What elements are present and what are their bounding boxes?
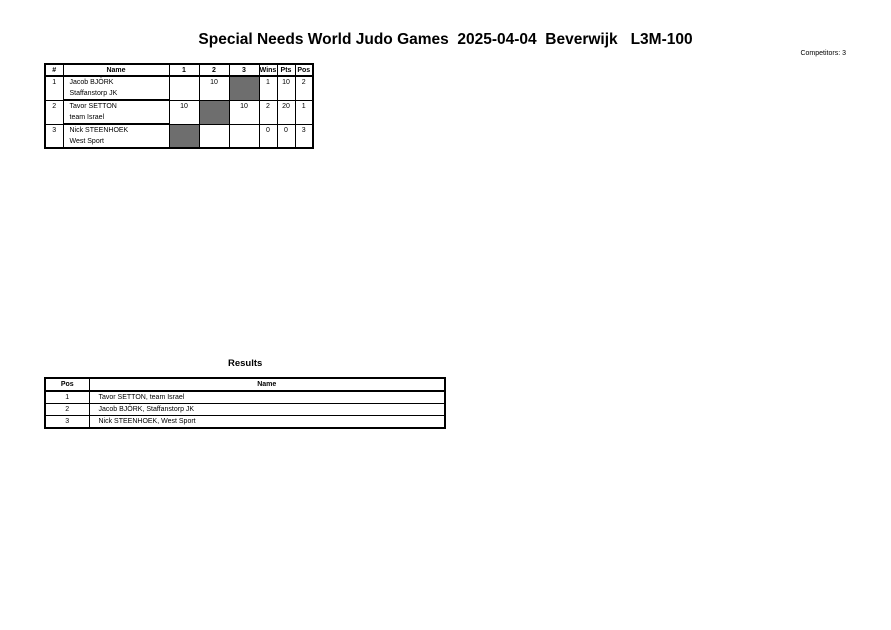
competitor-name: Jacob BJÖRK <box>63 76 169 88</box>
score-cell <box>229 124 259 148</box>
col-header-name: Name <box>63 64 169 76</box>
results-table <box>44 377 446 429</box>
competitor-club: Staffanstorp JK <box>63 88 169 100</box>
score-cell <box>169 76 199 100</box>
col-header-2: 2 <box>199 64 229 76</box>
page-title: Special Needs World Judo Games 2025-04-04 Beverwijk L3M-100 <box>198 31 693 48</box>
results-header-row <box>45 378 445 391</box>
points-cell: 0 <box>277 124 295 148</box>
competitor-number: 2 <box>45 100 63 124</box>
wins-cell: 1 <box>259 76 277 100</box>
table-row <box>45 76 313 88</box>
pool-header-row <box>45 64 313 76</box>
result-position: 3 <box>45 416 89 429</box>
points-cell: 20 <box>277 100 295 124</box>
result-name: Jacob BJÖRK, Staffanstorp JK <box>89 404 445 416</box>
table-row <box>45 124 313 136</box>
col-header-name: Name <box>89 378 445 391</box>
competitor-name: Tavor SETTON <box>63 100 169 112</box>
result-name: Tavor SETTON, team Israel <box>89 391 445 404</box>
position-cell: 3 <box>295 124 313 148</box>
result-position: 2 <box>45 404 89 416</box>
competitor-number: 1 <box>45 76 63 100</box>
competitor-club: West Sport <box>63 136 169 148</box>
col-header-number: # <box>45 64 63 76</box>
wins-cell: 0 <box>259 124 277 148</box>
pool-table <box>44 63 314 149</box>
competitor-club: team Israel <box>63 112 169 124</box>
score-cell <box>199 124 229 148</box>
table-row <box>45 416 445 429</box>
score-cell: 10 <box>199 76 229 100</box>
result-position: 1 <box>45 391 89 404</box>
self-match-cell <box>199 100 229 124</box>
result-name: Nick STEENHOEK, West Sport <box>89 416 445 429</box>
competitor-name: Nick STEENHOEK <box>63 124 169 136</box>
self-match-cell <box>169 124 199 148</box>
self-match-cell <box>229 76 259 100</box>
col-header-1: 1 <box>169 64 199 76</box>
col-header-3: 3 <box>229 64 259 76</box>
col-header-wins: Wins <box>259 64 277 76</box>
table-row <box>45 100 313 112</box>
col-header-pos: Pos <box>295 64 313 76</box>
competitors-count: Competitors: 3 <box>800 50 846 57</box>
table-row <box>45 404 445 416</box>
col-header-pts: Pts <box>277 64 295 76</box>
table-row <box>45 391 445 404</box>
competitor-number: 3 <box>45 124 63 148</box>
score-cell: 10 <box>169 100 199 124</box>
col-header-pos: Pos <box>45 378 89 391</box>
position-cell: 1 <box>295 100 313 124</box>
points-cell: 10 <box>277 76 295 100</box>
score-cell: 10 <box>229 100 259 124</box>
results-title: Results <box>228 358 263 369</box>
position-cell: 2 <box>295 76 313 100</box>
wins-cell: 2 <box>259 100 277 124</box>
